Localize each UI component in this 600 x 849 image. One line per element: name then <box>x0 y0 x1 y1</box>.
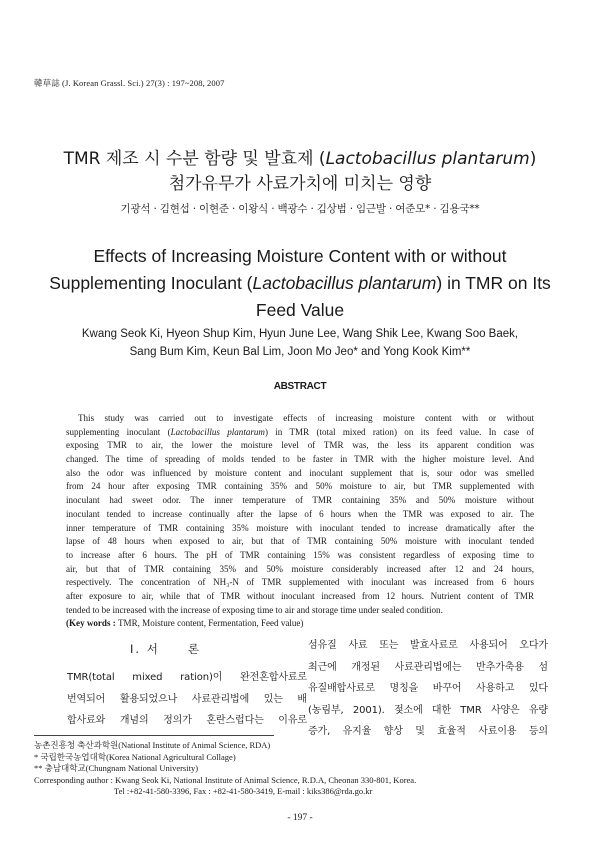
footnote-affiliation: * 국립한국농업대학(Korea National Agricultural Collage) <box>34 751 236 762</box>
body-line: 증가, 유지율 향상 및 효율적 사료이용 등의 <box>308 726 548 737</box>
english-title-species: Lactobacillus plantarum <box>252 273 437 293</box>
body-line: 유질배합사료로 명칭을 바꾸어 사용하고 있다 <box>308 683 548 694</box>
body-line: 섬유질 사료 또는 발효사료로 사용되어 오다가 <box>308 640 548 651</box>
abstract-line: to increase after 6 hours. The pH of TMR containing 15% was consistent regardless of exposing time to <box>66 549 534 560</box>
abstract-line: exposing TMR to air, the lower the moisture level of TMR was, the less its apparent condition was <box>66 440 534 451</box>
body-line: (농림부, 2001). 젖소에 대한 TMR 사양은 유량 <box>308 704 548 716</box>
body-column-left <box>67 667 307 732</box>
korean-title-prefix: TMR 제조 시 수분 함량 및 발효제 ( <box>63 149 326 169</box>
footnote-divider <box>34 735 274 736</box>
body-column-right <box>308 635 548 743</box>
page-number: - 197 - <box>287 813 313 823</box>
body-line: 합사료와 개념의 정의가 혼란스럽다는 이유로 <box>67 715 307 726</box>
abstract-line: This study was carried out to investigate effects of increasing moisture content with or without <box>78 413 534 423</box>
abstract-line: after exposure to air, while that of TMR without inoculant increased from 12 hours. Nutrient content of TMR <box>66 590 534 601</box>
korean-title-species: Lactobacillus plantarum <box>325 149 530 169</box>
english-authors-line-2: Sang Bum Kim, Keun Bal Lim, Joon Mo Jeo* and Yong Kook Kim** <box>129 346 471 358</box>
abstract-keywords <box>66 617 534 631</box>
english-title-line-3: Feed Value <box>255 300 345 320</box>
abstract-line: respectively. The concentration of NH₃-N of TMR supplemented with inoculant was increased from 6 hours <box>66 577 534 588</box>
section-title: 론 <box>187 642 201 656</box>
abstract-line: from 24 hour after exposing TMR containing 35% and 50% moisture to air, but TMR supplemented with <box>66 481 534 492</box>
footnotes <box>34 740 564 798</box>
english-title-line-2 <box>0 270 600 297</box>
abstract-line: air, but that of TMR containing 35% and 50% moisture considerably increased after 12 and 24 hours, <box>66 563 534 574</box>
korean-title-line-1 <box>0 147 600 172</box>
abstract-line: inner temperature of TMR containing 35% moisture with inoculant tended to increase dramatically after the <box>66 522 534 533</box>
body-line: 최근에 개정된 사료관리법에는 반추가축용 섬 <box>308 661 548 673</box>
abstract-line: inoculant tended to increase continually after the lapse of 6 hours when the TMR was exposed to air. The <box>66 508 534 519</box>
keywords-label: (Key words : <box>66 618 119 629</box>
english-title-suffix: ) in TMR on Its <box>436 273 551 293</box>
korean-title-suffix: ) <box>529 149 537 169</box>
footnote-corresponding-author: Corresponding author : Kwang Seok Ki, National Institute of Animal Science, R.D.A, Cheonan 330-801, Korea. <box>34 774 417 785</box>
abstract-line: tended to be increased with the increase of exposing time to air and storage time under sealed condition. <box>66 604 443 615</box>
journal-header: 韓草誌 (J. Korean Grassl. Sci.) 27(3) : 197~208, 2007 <box>34 78 225 88</box>
footnote-affiliation: 농촌진흥청 축산과학원(National Institute of Animal Science, RDA) <box>34 740 271 750</box>
abstract-body <box>66 412 534 631</box>
abstract-line: inoculant had sweet odor. The inner temperature of TMR containing 35% and 50% moisture without <box>66 495 534 506</box>
abstract-line: changed. The time of spreading of molds tended to be faster in TMR with the higher moisture level. And <box>66 454 534 465</box>
footnote-contact: Tel :+82-41-580-3396, Fax : +82-41-580-3419, E-mail : kiks386@rda.go.kr <box>114 786 373 797</box>
abstract-line: supplementing inoculant (Lactobacillus plantarum) in TMR (total mixed ration) on its feed value. In case of <box>66 426 534 437</box>
abstract-line: also the odor was influenced by moisture content and inoculant supplement that is, sour odor was smelled <box>66 467 534 478</box>
footnote-affiliation: ** 충남대학교(Chungnam National University) <box>34 763 199 774</box>
korean-title-line-2: 첨가유무가 사료가치에 미치는 영향 <box>168 174 432 194</box>
body-line: TMR(total mixed ration)이 완전혼합사료로 <box>67 672 307 683</box>
abstract-heading: ABSTRACT <box>273 381 327 392</box>
abstract-line: lapse of 48 hours when exposed to air, but that of TMR containing 50% moisture with inoculant tended <box>66 536 534 547</box>
abstract-species-name: Lactobacillus plantarum <box>170 426 265 437</box>
english-title-line-1: Effects of Increasing Moisture Content with or without <box>93 246 507 266</box>
english-authors-line-1: Kwang Seok Ki, Hyeon Shup Kim, Hyun June Lee, Wang Shik Lee, Kwang Soo Baek, <box>81 328 519 340</box>
body-line: 번역되어 활용되었으나 사료관리법에 있는 배 <box>67 693 307 705</box>
english-title-prefix: Supplementing Inoculant ( <box>49 273 253 293</box>
keywords-text: TMR, Moisture content, Fermentation, Feed value) <box>118 618 304 629</box>
section-heading-introduction <box>130 641 201 657</box>
section-number: Ⅰ. 서 <box>130 642 160 656</box>
korean-authors: 기광석 · 김현섭 · 이현준 · 이왕식 · 백광수 · 김상범 · 임근발 · 여준모* · 김용국** <box>120 203 480 215</box>
